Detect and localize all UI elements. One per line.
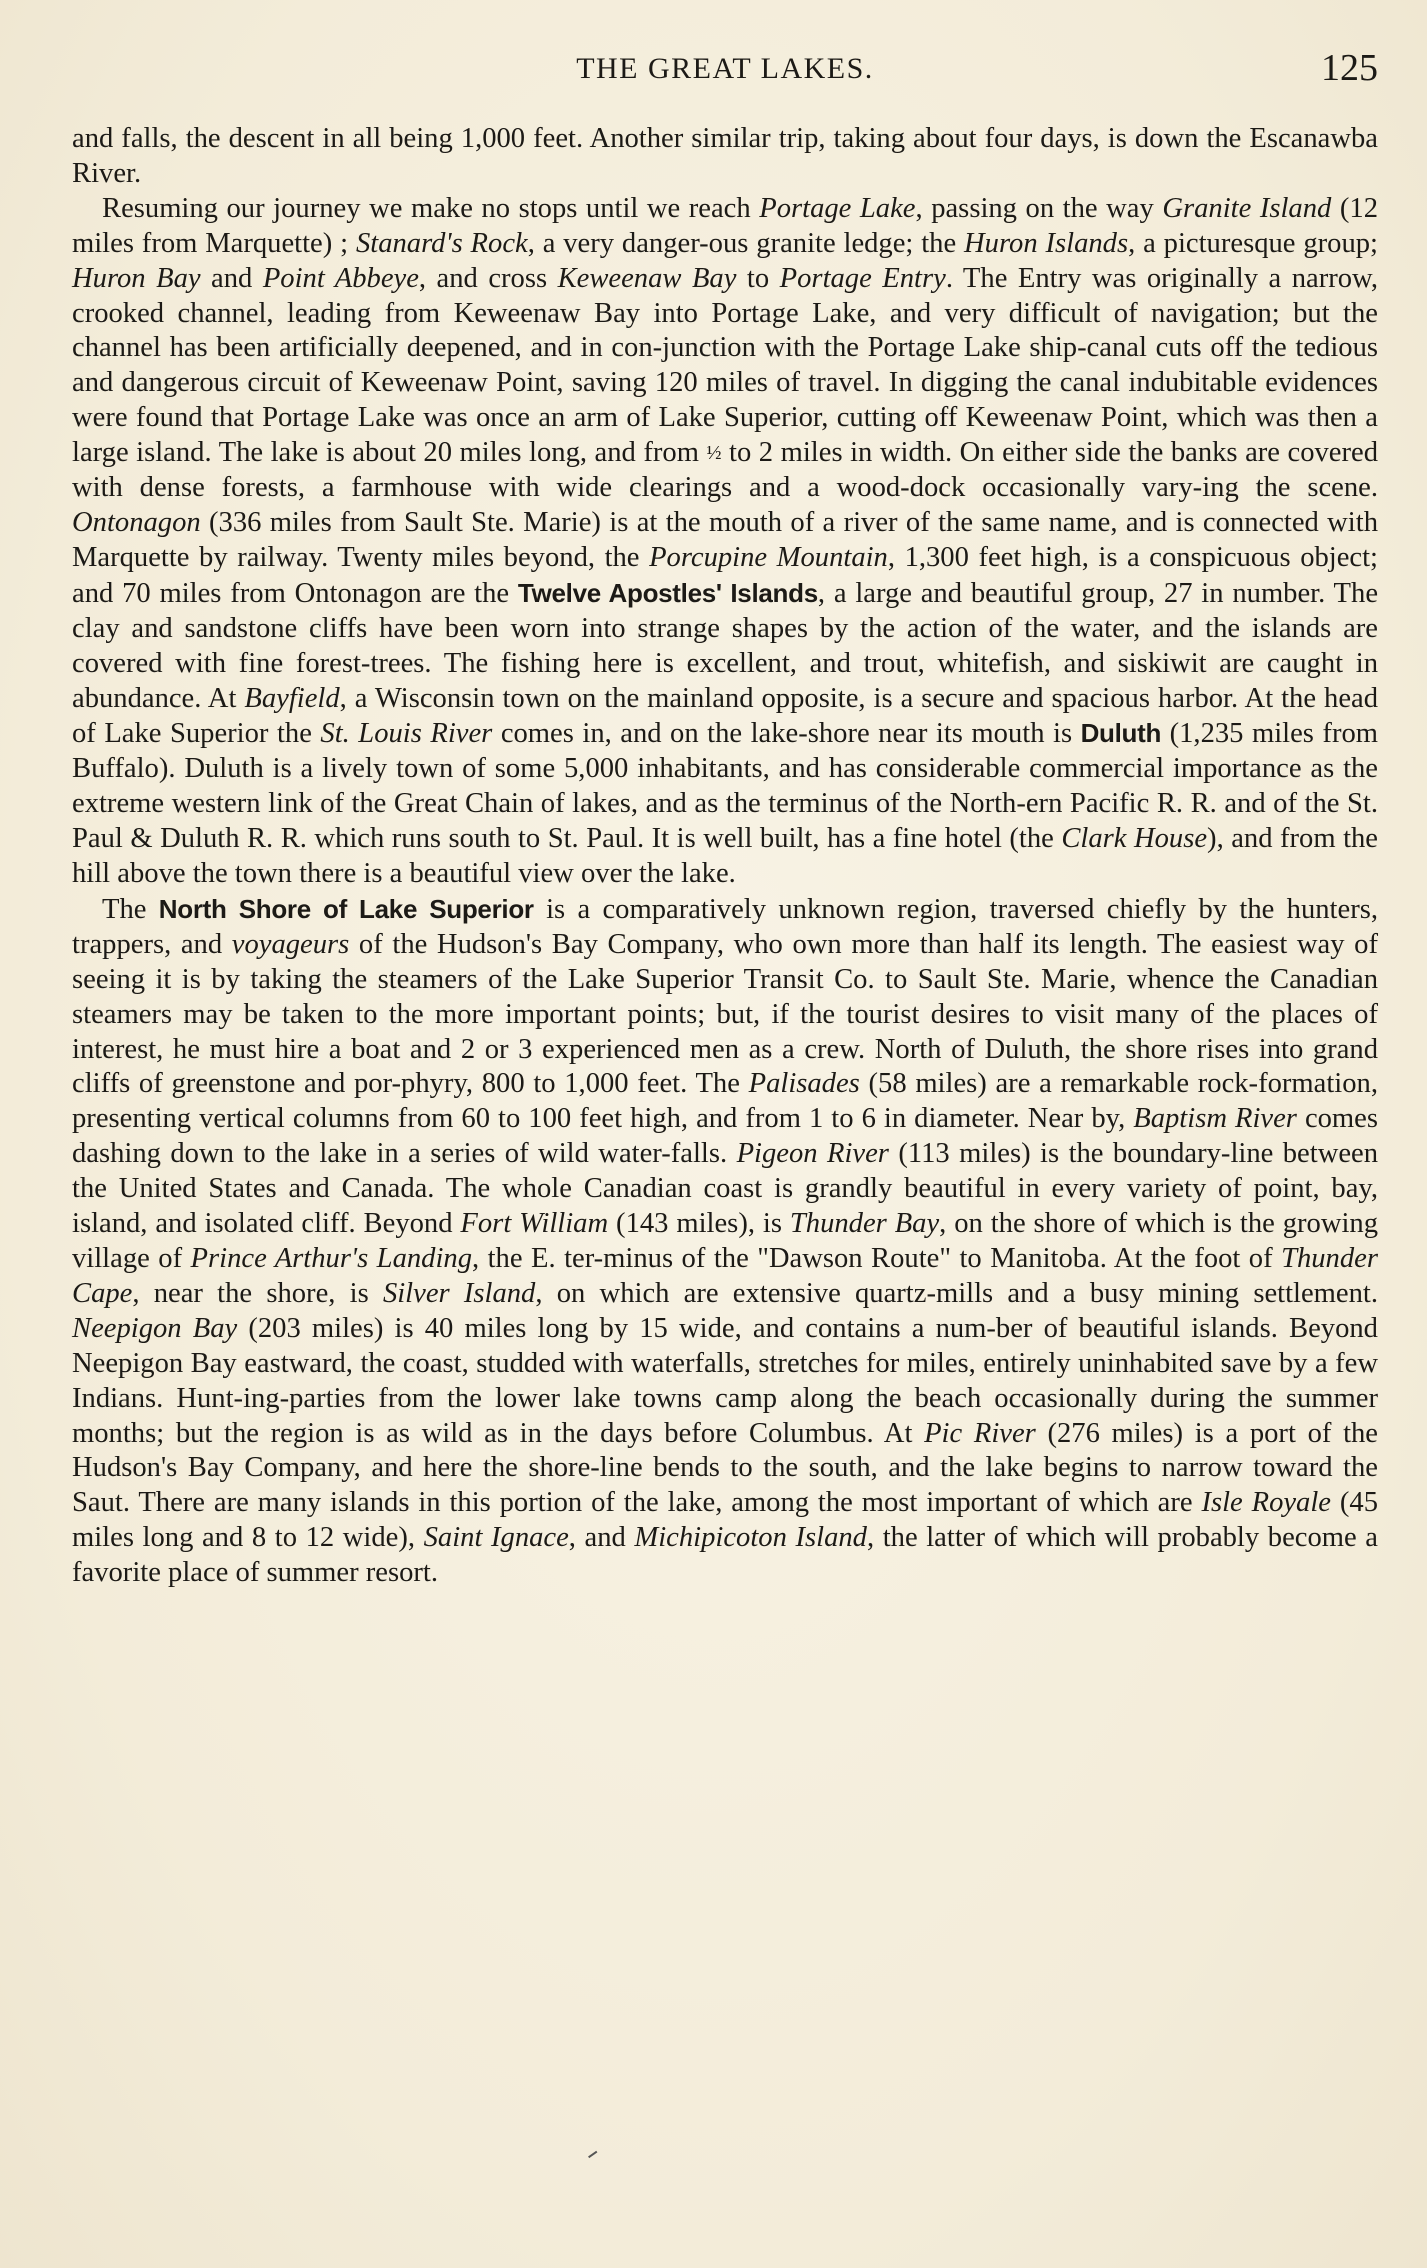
text-run: (1,235 miles from Buffalo). Duluth is a lively town of some 5,000 inhabitants, and has considerable commercial importance as the extreme western link of the Great Chain of lakes, and as the terminus of the North-ern Pacific R. R. and of the St. Paul & Duluth R. R. which runs south to St. Paul. It is well built, has a fine hotel (the — [72, 718, 1379, 855]
text-run: is a comparatively unknown region, traversed chiefly by the hunters, trappers, and — [72, 893, 1378, 960]
italic-place-name: Palisades — [748, 1068, 860, 1100]
text-run: , on which are extensive quartz-mills and a busy mining settlement. — [535, 1277, 1378, 1309]
italic-place-name: Huron Islands — [964, 227, 1129, 259]
text-run: Resuming our journey we make no stops until we reach — [102, 192, 760, 224]
italic-place-name: Thunder Bay — [789, 1208, 940, 1240]
text-run: and falls, the descent in all being 1,000 feet. Another similar trip, taking about four days, is down the Escanawba River. — [72, 123, 1378, 189]
page-header — [72, 46, 1378, 96]
text-run: , the latter of which will probably become a favorite place of summer resort. — [72, 1522, 1378, 1589]
italic-place-name: Fort William — [460, 1208, 609, 1240]
text-run: , on the shore of which is the growing village of — [72, 1208, 1379, 1274]
text-run: , a Wisconsin town on the mainland opposite, is a secure and spacious harbor. At the head of Lake Superior the — [72, 682, 1378, 750]
italic-place-name: Pic River — [924, 1417, 1036, 1449]
italic-place-name: Point Abbeye — [262, 262, 419, 294]
bold-place-name: North Shore of Lake Superior — [158, 893, 534, 924]
text-run: (58 miles) are a remarkable rock-formation, presenting vertical columns from 60 to 100 feet high, and from 1 to 6 in diameter. Near by, — [72, 1068, 1378, 1135]
text-run: (45 miles long and 8 to 12 wide), — [72, 1487, 1378, 1554]
italic-place-name: Granite Island — [1162, 192, 1332, 224]
paragraph-portage-to-duluth — [72, 192, 1378, 892]
body-text — [72, 122, 1378, 1591]
text-run: . The Entry was originally a narrow, crooked channel, leading from Keweenaw Bay into Portage Lake, and very difficult of navigation; but the channel has been artificially deepened, and in con-junction with the Portage Lake ship-canal cuts off the tedious and dangerous circuit of Keweenaw Point, saving 120 miles of travel. In digging the canal indubitable evidences were found that Portage Lake was once an arm of Lake Superior, cutting off Keweenaw Point, which was then a large island. The lake is about 20 miles long, and from — [72, 262, 1378, 469]
italic-place-name: Silver Island — [382, 1277, 536, 1309]
running-title: THE GREAT LAKES. — [576, 52, 874, 85]
italic-place-name: Huron Bay — [72, 262, 201, 294]
italic-place-name: Porcupine Mountain — [649, 541, 888, 573]
italic-place-name: Pigeon River — [736, 1138, 889, 1170]
italic-place-name: St. Louis River — [320, 718, 493, 750]
italic-place-name: Keweenaw Bay — [557, 262, 737, 294]
text-run: and — [200, 262, 263, 294]
text-run: (203 miles) is 40 miles long by 15 wide, and contains a num-ber of beautiful islands. Beyond Neepigon Bay eastward, the coast, studded with waterfalls, stretches for miles, entirely uninhabited save by a few Indians. Hunt-ing-parties from the lower lake towns camp along the beach occasionally during the summer months; but the region is as wild as in the days before Columbus. At — [72, 1312, 1378, 1449]
paragraph-north-shore — [72, 892, 1378, 1591]
text-run: comes in, and on the lake-shore near its mouth is — [492, 718, 1081, 750]
bold-place-name: Duluth — [1080, 718, 1162, 749]
italic-place-name: Neepigon Bay — [72, 1312, 238, 1344]
italic-place-name: Stanard's Rock — [355, 227, 528, 259]
text-run: (276 miles) is a port of the Hudson's Bay Company, and here the shore-line bends to the south, and the lake begins to narrow toward the Saut. There are many islands in this portion of the lake, among the most important of which are — [72, 1417, 1378, 1519]
text-run: (336 miles from Sault Ste. Marie) is at the mouth of a river of the same name, and is connected with Marquette by railway. Twenty miles beyond, the — [72, 506, 1378, 573]
text-run: , 1,300 feet high, is a conspicuous object; and 70 miles from Ontonagon are the — [72, 541, 1379, 609]
text-run: , a large and beautiful group, 27 in number. The clay and sandstone cliffs have been worn into strange shapes by the action of the water, and the islands are covered with fine forest-trees. The fishing here is excellent, and trout, whitefish, and siskiwit are caught in abundance. At — [72, 577, 1379, 714]
text-run: The — [102, 893, 159, 925]
text-run: to — [736, 262, 780, 294]
text-run: , a picturesque group; — [1128, 227, 1378, 259]
italic-place-name: Michipicoton Island — [634, 1522, 867, 1554]
page-number: 125 — [1321, 47, 1378, 89]
text-run: , and — [568, 1522, 635, 1554]
paragraph-escanawba — [72, 122, 1378, 192]
text-run: (12 miles from Marquette) ; — [72, 192, 1378, 259]
text-run: , passing on the way — [915, 192, 1163, 224]
printer-mark — [585, 2146, 598, 2158]
italic-place-name: Isle Royale — [1201, 1487, 1331, 1519]
italic-place-name: Ontonagon — [72, 506, 201, 538]
bold-place-name: Twelve Apostles' Islands — [517, 577, 818, 608]
text-run: of the Hudson's Bay Company, who own more than half its length. The easiest way of seeing it is by taking the steamers of the Lake Superior Transit Co. to Sault Ste. Marie, whence the Canadian steamers may be taken to the more important points; but, if the tourist desires to visit many of the places of interest, he must hire a boat and 2 or 3 experienced men as a crew. North of Duluth, the shore rises into grand cliffs of greenstone and por-phyry, 800 to 1,000 feet. The — [72, 928, 1378, 1100]
text-run: (143 miles), is — [608, 1208, 790, 1240]
italic-place-name: Baptism River — [1133, 1103, 1297, 1135]
italic-place-name: Portage Entry — [779, 262, 946, 294]
text-run: ), and from the hill above the town there is a beautiful view over the lake. — [72, 823, 1378, 890]
text-run: comes dashing down to the lake in a series of wild water-falls. — [72, 1103, 1378, 1170]
italic-place-name: Saint Ignace — [423, 1522, 569, 1554]
text-run: , and cross — [418, 262, 558, 294]
italic-place-name: voyageurs — [231, 928, 350, 960]
text-run: , a very danger-ous granite ledge; the — [527, 227, 965, 259]
text-run: , the E. ter-minus of the "Dawson Route" to Manitoba. At the foot of — [472, 1243, 1282, 1274]
italic-place-name: Thunder Cape — [72, 1243, 1378, 1309]
italic-place-name: Clark House — [1061, 823, 1208, 855]
text-run: (113 miles) is the boundary-line between the United States and Canada. The whole Canadian coast is grandly beautiful in every variety of point, bay, island, and isolated cliff. Beyond — [72, 1138, 1379, 1240]
italic-place-name: Portage Lake — [759, 192, 916, 224]
text-run: , near the shore, is — [132, 1277, 383, 1309]
text-run: to 2 miles in width. On either side the banks are covered with dense forests, a farmhouse with wide clearings and a wood-dock occasionally vary-ing the scene. — [72, 437, 1379, 504]
italic-place-name: Prince Arthur's Landing — [190, 1243, 472, 1274]
italic-place-name: Bayfield — [244, 682, 340, 714]
fraction: ½ — [706, 442, 722, 465]
